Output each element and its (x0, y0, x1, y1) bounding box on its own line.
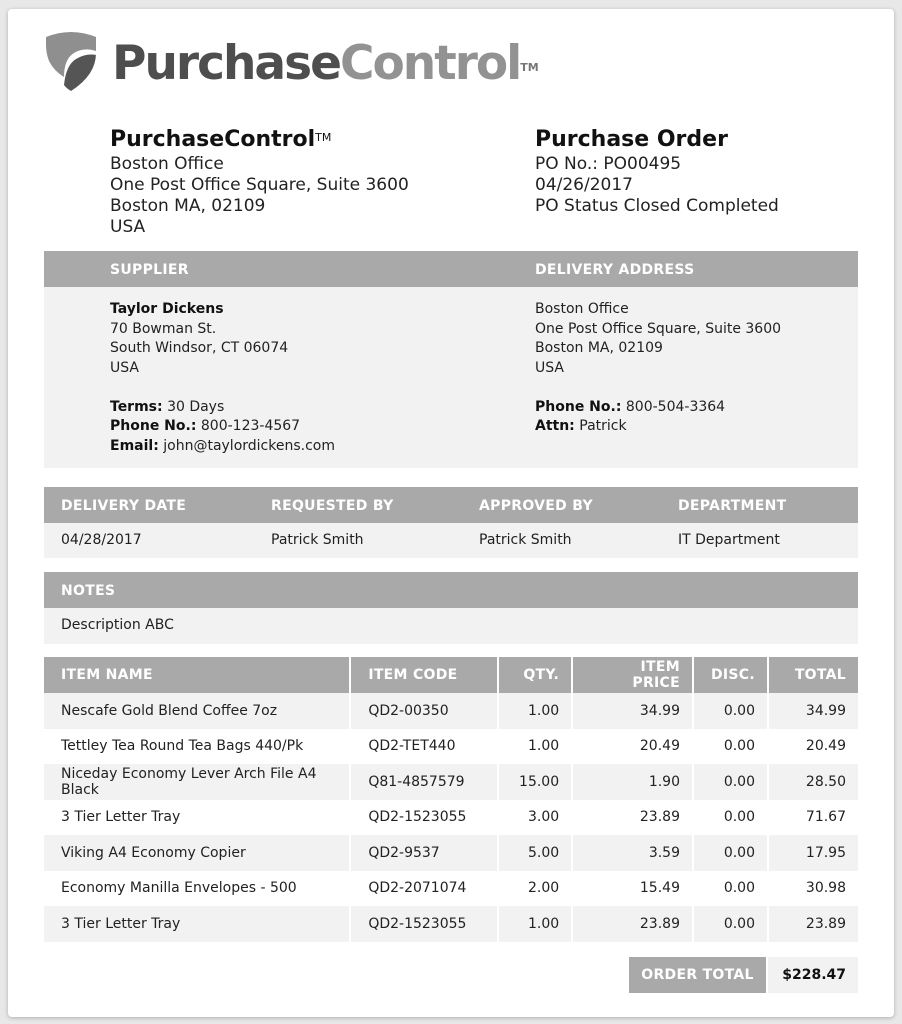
qty-cell: 1.00 (498, 906, 572, 942)
table-row (44, 835, 858, 871)
supplier-name: Taylor Dickens (110, 301, 224, 317)
disc-cell: 0.00 (693, 800, 768, 836)
item-price-header: ITEM PRICE (572, 657, 693, 693)
company-address-block (110, 126, 409, 238)
department-header: DEPARTMENT (678, 498, 787, 514)
shield-logo-icon (44, 31, 98, 93)
qty-cell: 1.00 (498, 729, 572, 765)
table-row (44, 871, 858, 907)
notes-header-bar (44, 572, 858, 608)
approved-by-value: Patrick Smith (479, 532, 572, 548)
table-row (44, 764, 858, 800)
company-address-line: USA (110, 217, 146, 237)
item-price-cell: 20.49 (572, 729, 693, 765)
order-info-row (44, 523, 858, 558)
total-cell: 30.98 (768, 871, 858, 907)
order-total-label: ORDER TOTAL (629, 957, 766, 993)
qty-cell: 2.00 (498, 871, 572, 907)
table-row (44, 800, 858, 836)
item-code-cell: QD2-00350 (350, 693, 498, 729)
order-info-header-bar (44, 487, 858, 523)
item-price-cell: 34.99 (572, 693, 693, 729)
po-title: Purchase Order (535, 127, 728, 152)
item-price-cell: 15.49 (572, 871, 693, 907)
total-cell: 17.95 (768, 835, 858, 871)
item-code-header: ITEM CODE (350, 657, 498, 693)
total-cell: 71.67 (768, 800, 858, 836)
item-name-cell: Tettley Tea Round Tea Bags 440/Pk (44, 729, 350, 765)
company-address-line: Boston MA, 02109 (110, 196, 266, 216)
delivery-address-header: DELIVERY ADDRESS (535, 262, 695, 278)
total-header: TOTAL (768, 657, 858, 693)
delivery-address-line: Boston Office (535, 301, 629, 317)
item-name-cell: Economy Manilla Envelopes - 500 (44, 871, 350, 907)
total-cell: 20.49 (768, 729, 858, 765)
item-code-cell: Q81-4857579 (350, 764, 498, 800)
items-header-row (44, 657, 858, 693)
total-cell: 28.50 (768, 764, 858, 800)
purchasecontrol-logo (44, 31, 539, 93)
supplier-header: SUPPLIER (110, 262, 189, 278)
qty-cell: 15.00 (498, 764, 572, 800)
qty-cell: 1.00 (498, 693, 572, 729)
delivery-address-line: USA (535, 359, 564, 376)
item-code-cell: QD2-2071074 (350, 871, 498, 907)
item-price-cell: 23.89 (572, 906, 693, 942)
item-price-cell: 3.59 (572, 835, 693, 871)
item-name-cell: Niceday Economy Lever Arch File A4 Black (44, 764, 350, 800)
requested-by-value: Patrick Smith (271, 532, 364, 548)
item-code-cell: QD2-9537 (350, 835, 498, 871)
disc-cell: 0.00 (693, 835, 768, 871)
company-address-line: Boston Office (110, 154, 224, 174)
notes-header: NOTES (61, 583, 116, 599)
total-cell: 34.99 (768, 693, 858, 729)
po-date: 04/26/2017 (535, 175, 633, 195)
item-price-cell: 23.89 (572, 800, 693, 836)
table-row (44, 729, 858, 765)
item-price-cell: 1.90 (572, 764, 693, 800)
table-row (44, 906, 858, 942)
po-info-block (535, 126, 779, 217)
table-row (44, 693, 858, 729)
total-cell: 23.89 (768, 906, 858, 942)
supplier-delivery-panel (44, 287, 858, 468)
delivery-address-line: Boston MA, 02109 (535, 340, 663, 356)
supplier-address-line: USA (110, 359, 139, 376)
disc-cell: 0.00 (693, 693, 768, 729)
order-total-value: $228.47 (768, 957, 858, 993)
approved-by-header: APPROVED BY (479, 498, 593, 514)
delivery-attn: Attn: Patrick (535, 418, 627, 434)
item-name-cell: Nescafe Gold Blend Coffee 7oz (44, 693, 350, 729)
disc-cell: 0.00 (693, 764, 768, 800)
qty-cell: 3.00 (498, 800, 572, 836)
disc-cell: 0.00 (693, 871, 768, 907)
disc-cell: 0.00 (693, 729, 768, 765)
notes-panel (44, 608, 858, 644)
items-table (44, 657, 858, 942)
company-name: PurchaseControl™ (110, 127, 332, 152)
supplier-delivery-header-bar (44, 251, 858, 287)
qty-header: QTY. (498, 657, 572, 693)
logo-wordmark: PurchaseControl™ (112, 36, 539, 91)
supplier-terms: Terms: 30 Days (110, 398, 225, 415)
po-number: PO No.: PO00495 (535, 154, 682, 174)
company-address-line: One Post Office Square, Suite 3600 (110, 175, 409, 195)
supplier-email: Email: john@taylordickens.com (110, 437, 335, 454)
supplier-address-line: South Windsor, CT 06074 (110, 340, 289, 356)
item-name-header: ITEM NAME (44, 657, 350, 693)
supplier-address-line: 70 Bowman St. (110, 320, 217, 337)
delivery-details (535, 300, 781, 437)
item-name-cell: 3 Tier Letter Tray (44, 906, 350, 942)
supplier-phone: Phone No.: 800-123-4567 (110, 418, 301, 434)
requested-by-header: REQUESTED BY (271, 498, 394, 514)
item-code-cell: QD2-1523055 (350, 800, 498, 836)
disc-header: DISC. (693, 657, 768, 693)
po-status: PO Status Closed Completed (535, 196, 779, 216)
item-code-cell: QD2-1523055 (350, 906, 498, 942)
delivery-phone: Phone No.: 800-504-3364 (535, 398, 726, 415)
delivery-address-line: One Post Office Square, Suite 3600 (535, 320, 782, 337)
delivery-date-value: 04/28/2017 (61, 532, 142, 548)
disc-cell: 0.00 (693, 906, 768, 942)
qty-cell: 5.00 (498, 835, 572, 871)
department-value: IT Department (678, 532, 780, 548)
item-name-cell: 3 Tier Letter Tray (44, 800, 350, 836)
notes-text: Description ABC (61, 617, 174, 633)
item-name-cell: Viking A4 Economy Copier (44, 835, 350, 871)
delivery-date-header: DELIVERY DATE (61, 498, 187, 514)
supplier-details (110, 300, 335, 456)
item-code-cell: QD2-TET440 (350, 729, 498, 765)
